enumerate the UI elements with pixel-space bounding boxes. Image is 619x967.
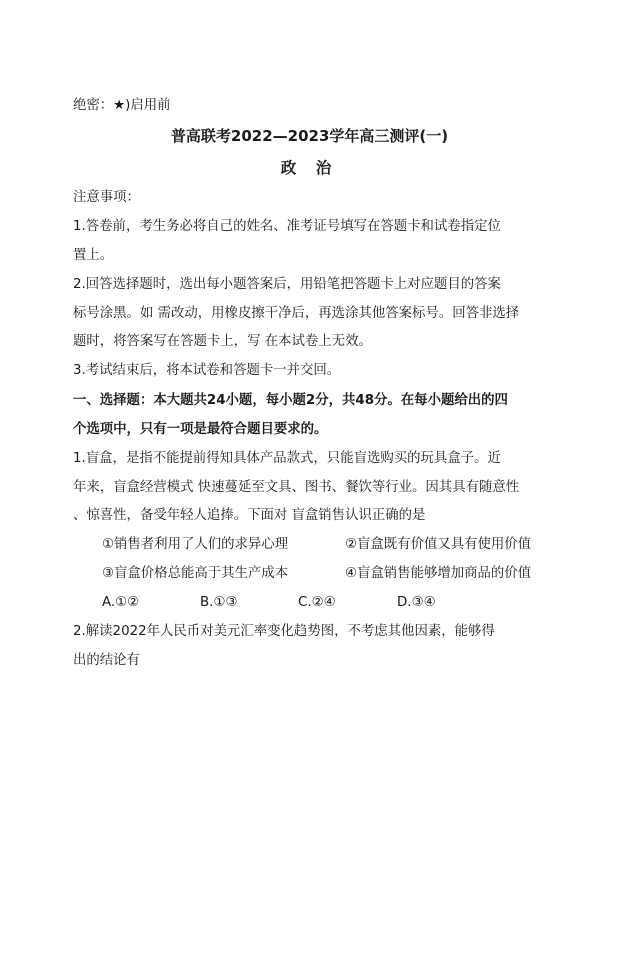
- option-d: D.③④: [397, 595, 436, 610]
- section-1-heading-line-1: 一、选择题：本大题共24小题，每小题2分，共48分。在每小题给出的四: [73, 393, 508, 408]
- note-2-line-2: 标号涂黑。如 需改动，用橡皮擦干净后，再选涂其他答案标号。回答非选择: [73, 306, 520, 321]
- exam-title: 普高联考2022—2023学年高三测评(一): [170, 127, 449, 145]
- note-3-line-1: 3.考试结束后，将本试卷和答题卡一并交回。: [73, 363, 341, 378]
- question-1-line-1: 1.盲盒，是指不能提前得知具体产品款式，只能盲选购买的玩具盒子。近: [73, 451, 501, 466]
- statement-1: ①销售者利用了人们的求异心理: [102, 537, 289, 552]
- confidential-mark: 绝密：★)启用前: [73, 98, 171, 113]
- option-a: A.①②: [102, 595, 140, 610]
- statement-2: ②盲盒既有价值又具有使用价值: [345, 537, 532, 552]
- option-b: B.①③: [200, 595, 238, 610]
- notes-heading: 注意事项：: [73, 190, 140, 205]
- question-2-line-1: 2.解读2022年人民币对美元汇率变化趋势图，不考虑其他因素，能够得: [73, 624, 495, 639]
- statement-3: ③盲盒价格总能高于其生产成本: [102, 566, 289, 581]
- subject-title: 政 治: [280, 159, 339, 177]
- question-1-line-2: 年来，盲盒经营模式 快速蔓延至文具、图书、餐饮等行业。因其具有随意性: [73, 480, 520, 495]
- section-1-heading-line-2: 个选项中，只有一项是最符合题目要求的。: [73, 422, 328, 437]
- note-1-line-2: 置上。: [73, 248, 114, 263]
- question-2-line-2: 出的结论有: [73, 653, 140, 668]
- statement-4: ④盲盒销售能够增加商品的价值: [345, 566, 532, 581]
- question-1-line-3: 、惊喜性，备受年轻人追捧。下面对 盲盒销售认识正确的是: [73, 508, 426, 523]
- option-c: C.②④: [298, 595, 336, 610]
- note-2-line-3: 题时，将答案写在答题卡上，写 在本试卷上无效。: [73, 334, 372, 349]
- note-1-line-1: 1.答卷前，考生务必将自己的姓名、准考证号填写在答题卡和试卷指定位: [73, 219, 501, 234]
- note-2-line-1: 2.回答选择题时，选出每小题答案后，用铅笔把答题卡上对应题目的答案: [73, 277, 501, 292]
